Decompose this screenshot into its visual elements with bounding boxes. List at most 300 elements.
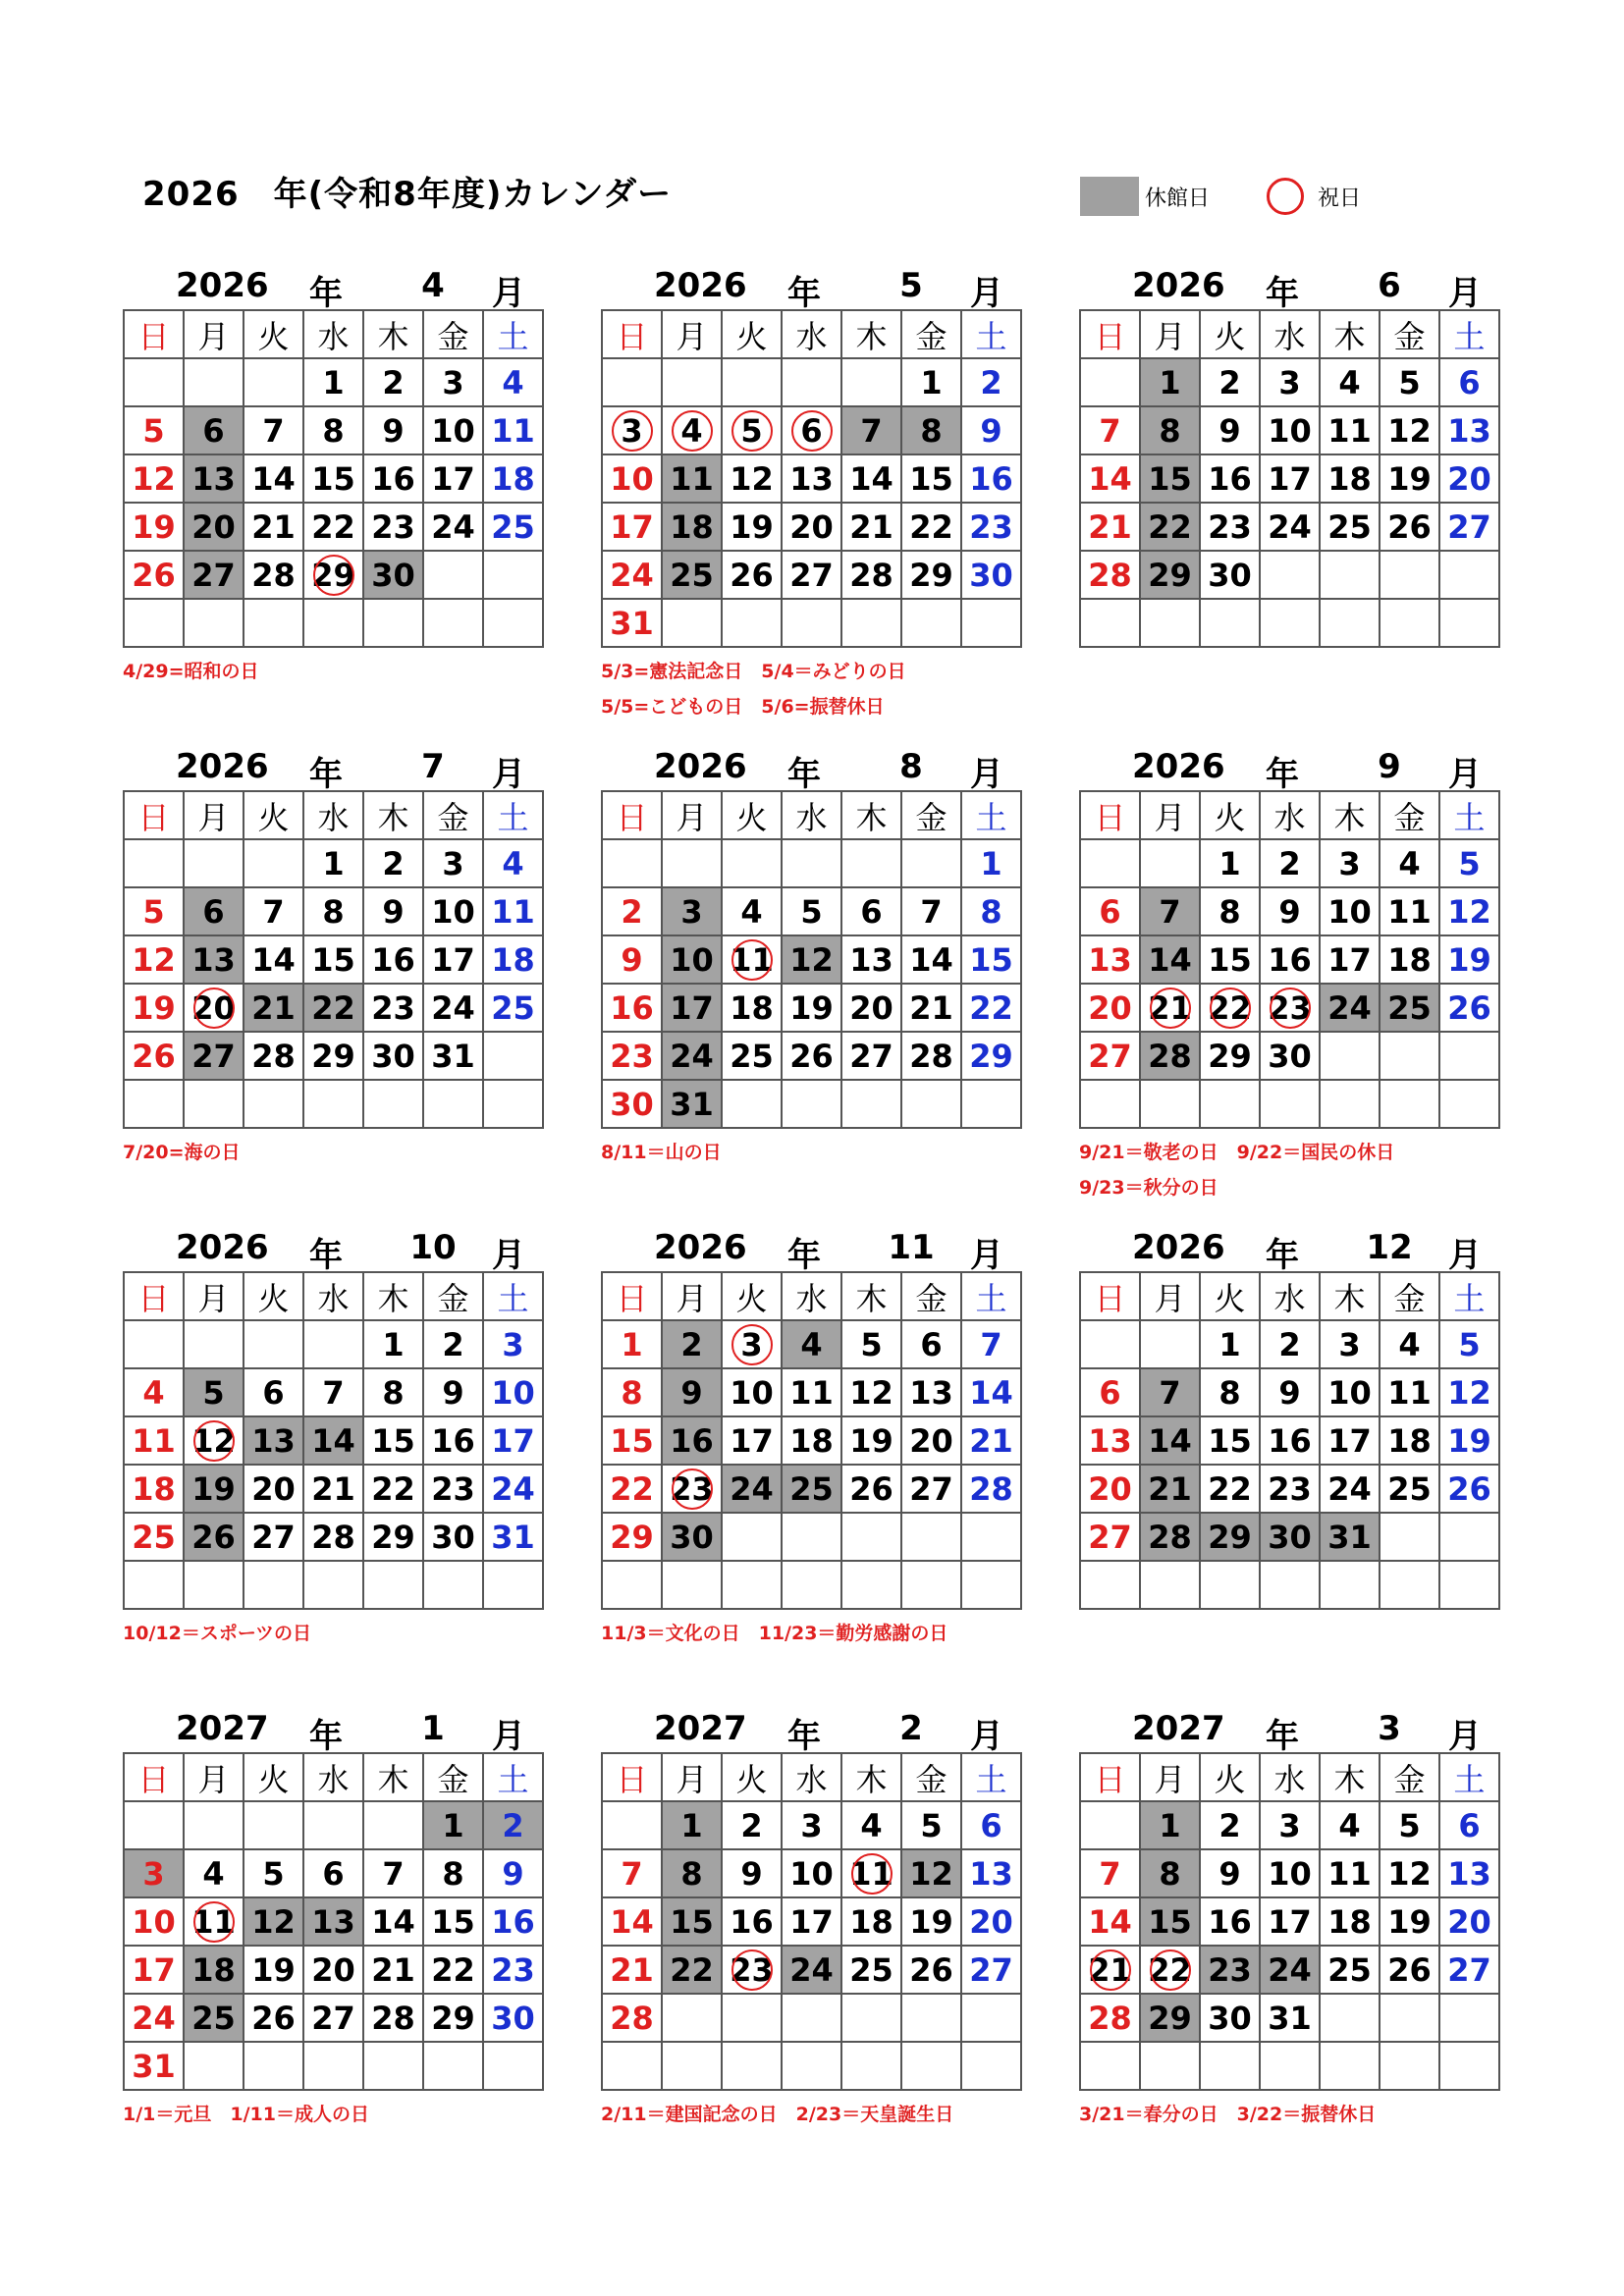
day-cell: 8 — [303, 887, 363, 935]
empty-cell — [363, 1080, 423, 1128]
weekday-header: 土 — [1439, 1753, 1499, 1801]
empty-cell — [1380, 2042, 1439, 2090]
day-cell: 23 — [662, 1465, 722, 1513]
empty-cell — [184, 2042, 244, 2090]
month-year: 2026 — [1132, 266, 1225, 305]
weekday-header: 月 — [662, 1272, 722, 1320]
week-row — [602, 1849, 1021, 1897]
day-cell: 21 — [961, 1416, 1021, 1465]
day-cell: 9 — [722, 1849, 782, 1897]
holiday-note: 10/12＝スポーツの日 — [123, 1623, 312, 1644]
month-calendar — [1079, 743, 1498, 1209]
week-row — [602, 503, 1021, 551]
day-cell: 1 — [602, 1320, 662, 1368]
day-cell: 29 — [901, 551, 961, 599]
day-cell: 9 — [1260, 1368, 1320, 1416]
year-label: 年 — [787, 755, 821, 794]
day-cell: 21 — [244, 984, 303, 1032]
day-cell: 3 — [423, 358, 483, 406]
day-cell: 27 — [961, 1946, 1021, 1994]
day-cell: 18 — [124, 1465, 184, 1513]
day-cell: 17 — [1260, 454, 1320, 503]
day-cell: 9 — [961, 406, 1021, 454]
empty-cell — [363, 599, 423, 647]
day-cell: 16 — [1260, 935, 1320, 984]
day-cell: 18 — [1380, 1416, 1439, 1465]
day-cell: 4 — [1320, 358, 1380, 406]
day-cell: 15 — [901, 454, 961, 503]
month-label: 月 — [970, 1717, 1003, 1756]
day-cell: 6 — [961, 1801, 1021, 1849]
week-row — [124, 1849, 543, 1897]
empty-cell — [244, 839, 303, 887]
weekday-header: 金 — [1380, 310, 1439, 358]
empty-cell — [124, 599, 184, 647]
empty-cell — [662, 1561, 722, 1609]
empty-cell — [244, 1801, 303, 1849]
holiday-notes — [601, 2101, 1020, 2136]
day-cell: 3 — [483, 1320, 543, 1368]
holiday-notes — [601, 1620, 1020, 1655]
day-cell: 26 — [244, 1994, 303, 2042]
week-row — [124, 454, 543, 503]
day-cell: 22 — [423, 1946, 483, 1994]
day-cell: 23 — [423, 1465, 483, 1513]
day-cell: 31 — [124, 2042, 184, 2090]
day-cell: 27 — [901, 1465, 961, 1513]
day-cell: 21 — [1140, 1465, 1200, 1513]
month-calendar — [1079, 1224, 1498, 1620]
day-cell: 8 — [423, 1849, 483, 1897]
month-table — [1079, 790, 1500, 1129]
week-row — [124, 1801, 543, 1849]
week-row — [602, 1946, 1021, 1994]
day-cell: 5 — [124, 406, 184, 454]
month-table — [1079, 1271, 1500, 1610]
week-row — [602, 887, 1021, 935]
day-cell: 30 — [423, 1513, 483, 1561]
day-cell: 25 — [483, 503, 543, 551]
holiday-notes — [123, 658, 542, 693]
day-cell: 10 — [124, 1897, 184, 1946]
empty-cell — [1080, 1320, 1140, 1368]
empty-cell — [961, 1994, 1021, 2042]
empty-cell — [841, 599, 901, 647]
month-label: 月 — [970, 755, 1003, 794]
empty-cell — [1320, 1994, 1380, 2042]
day-cell: 27 — [782, 551, 841, 599]
week-row — [124, 503, 543, 551]
day-cell: 16 — [662, 1416, 722, 1465]
day-cell: 4 — [1380, 1320, 1439, 1368]
year-label: 年 — [309, 274, 343, 313]
weekday-row — [124, 1272, 543, 1320]
empty-cell — [722, 358, 782, 406]
weekday-header: 水 — [1260, 1753, 1320, 1801]
weekday-header: 木 — [841, 1272, 901, 1320]
holiday-note: 8/11＝山の日 — [601, 1142, 722, 1163]
day-cell: 14 — [1140, 1416, 1200, 1465]
day-cell: 1 — [303, 839, 363, 887]
weekday-header: 木 — [1320, 791, 1380, 839]
month-year: 2026 — [1132, 747, 1225, 786]
empty-cell — [901, 1513, 961, 1561]
empty-cell — [722, 599, 782, 647]
day-cell: 4 — [841, 1801, 901, 1849]
year-label: 年 — [1266, 755, 1299, 794]
day-cell: 25 — [124, 1513, 184, 1561]
day-cell: 18 — [662, 503, 722, 551]
weekday-header: 月 — [184, 1753, 244, 1801]
day-cell: 10 — [602, 454, 662, 503]
weekday-header: 木 — [841, 1753, 901, 1801]
weekday-header: 火 — [722, 1753, 782, 1801]
day-cell: 3 — [423, 839, 483, 887]
day-cell: 14 — [244, 454, 303, 503]
year-label: 年 — [1266, 274, 1299, 313]
empty-cell — [901, 1561, 961, 1609]
empty-cell — [602, 358, 662, 406]
weekday-row — [1080, 791, 1499, 839]
month-calendar — [123, 743, 542, 1174]
closed-day-swatch — [1080, 177, 1139, 216]
month-header — [1079, 1224, 1498, 1275]
day-cell: 22 — [662, 1946, 722, 1994]
week-row — [602, 1368, 1021, 1416]
weekday-header: 月 — [1140, 1753, 1200, 1801]
week-row — [1080, 2042, 1499, 2090]
empty-cell — [841, 1561, 901, 1609]
week-row — [1080, 935, 1499, 984]
empty-cell — [1439, 1080, 1499, 1128]
day-cell: 23 — [1260, 984, 1320, 1032]
empty-cell — [1200, 2042, 1260, 2090]
day-cell: 20 — [184, 503, 244, 551]
day-cell: 17 — [662, 984, 722, 1032]
weekday-header: 日 — [124, 1753, 184, 1801]
day-cell: 24 — [722, 1465, 782, 1513]
week-row — [602, 551, 1021, 599]
day-cell: 24 — [423, 984, 483, 1032]
day-cell: 1 — [1200, 839, 1260, 887]
day-cell: 23 — [363, 503, 423, 551]
week-row — [602, 1416, 1021, 1465]
week-row — [124, 1320, 543, 1368]
day-cell: 7 — [1140, 887, 1200, 935]
day-cell: 8 — [602, 1368, 662, 1416]
day-cell: 11 — [184, 1897, 244, 1946]
day-cell: 26 — [124, 1032, 184, 1080]
weekday-header: 木 — [1320, 310, 1380, 358]
empty-cell — [244, 358, 303, 406]
empty-cell — [782, 358, 841, 406]
day-cell: 19 — [722, 503, 782, 551]
empty-cell — [483, 1080, 543, 1128]
day-cell: 3 — [124, 1849, 184, 1897]
day-cell: 2 — [1260, 1320, 1320, 1368]
day-cell: 13 — [961, 1849, 1021, 1897]
month-header — [601, 262, 1020, 313]
empty-cell — [124, 1801, 184, 1849]
day-cell: 4 — [782, 1320, 841, 1368]
empty-cell — [901, 599, 961, 647]
day-cell: 12 — [124, 935, 184, 984]
day-cell: 2 — [722, 1801, 782, 1849]
empty-cell — [303, 599, 363, 647]
legend-holiday-label: 祝日 — [1318, 186, 1362, 211]
empty-cell — [1380, 1994, 1439, 2042]
day-cell: 10 — [1260, 1849, 1320, 1897]
week-row — [124, 839, 543, 887]
empty-cell — [244, 2042, 303, 2090]
month-number: 9 — [1378, 747, 1401, 786]
weekday-header: 日 — [602, 310, 662, 358]
weekday-header: 金 — [423, 310, 483, 358]
day-cell: 15 — [662, 1897, 722, 1946]
month-year: 2026 — [176, 1228, 269, 1267]
month-number: 3 — [1378, 1709, 1401, 1748]
weekday-header: 月 — [184, 1272, 244, 1320]
day-cell: 7 — [841, 406, 901, 454]
week-row — [602, 839, 1021, 887]
day-cell: 26 — [1380, 503, 1439, 551]
day-cell: 12 — [124, 454, 184, 503]
day-cell: 28 — [1140, 1032, 1200, 1080]
day-cell: 11 — [1380, 887, 1439, 935]
empty-cell — [602, 1801, 662, 1849]
empty-cell — [602, 839, 662, 887]
day-cell: 6 — [184, 406, 244, 454]
day-cell: 19 — [184, 1465, 244, 1513]
day-cell: 1 — [363, 1320, 423, 1368]
empty-cell — [901, 2042, 961, 2090]
day-cell: 8 — [901, 406, 961, 454]
day-cell: 27 — [244, 1513, 303, 1561]
day-cell: 12 — [782, 935, 841, 984]
day-cell: 6 — [1080, 887, 1140, 935]
empty-cell — [1439, 1561, 1499, 1609]
empty-cell — [423, 2042, 483, 2090]
day-cell: 15 — [423, 1897, 483, 1946]
week-row — [1080, 1849, 1499, 1897]
empty-cell — [961, 1513, 1021, 1561]
day-cell: 16 — [722, 1897, 782, 1946]
week-row — [1080, 1416, 1499, 1465]
month-label: 月 — [492, 755, 525, 794]
day-cell: 24 — [1320, 1465, 1380, 1513]
empty-cell — [1439, 1994, 1499, 2042]
weekday-header: 木 — [841, 791, 901, 839]
month-header — [1079, 1705, 1498, 1756]
day-cell: 5 — [1439, 1320, 1499, 1368]
holiday-circle-icon — [1267, 178, 1304, 215]
day-cell: 6 — [303, 1849, 363, 1897]
day-cell: 7 — [363, 1849, 423, 1897]
weekday-header: 水 — [303, 1272, 363, 1320]
day-cell: 6 — [244, 1368, 303, 1416]
empty-cell — [1080, 1801, 1140, 1849]
weekday-header: 木 — [363, 1272, 423, 1320]
empty-cell — [244, 1080, 303, 1128]
day-cell: 18 — [483, 454, 543, 503]
month-table — [1079, 1752, 1500, 2091]
day-cell: 4 — [483, 839, 543, 887]
month-label: 月 — [1448, 755, 1482, 794]
empty-cell — [1260, 1561, 1320, 1609]
month-table — [601, 790, 1022, 1129]
empty-cell — [184, 1801, 244, 1849]
day-cell: 12 — [184, 1416, 244, 1465]
day-cell: 12 — [1380, 1849, 1439, 1897]
empty-cell — [841, 1994, 901, 2042]
empty-cell — [1140, 599, 1200, 647]
week-row — [1080, 1801, 1499, 1849]
day-cell: 11 — [124, 1416, 184, 1465]
day-cell: 19 — [1380, 1897, 1439, 1946]
empty-cell — [722, 839, 782, 887]
day-cell: 8 — [303, 406, 363, 454]
weekday-header: 月 — [1140, 310, 1200, 358]
day-cell: 20 — [1439, 454, 1499, 503]
month-header — [123, 262, 542, 313]
weekday-header: 火 — [1200, 1753, 1260, 1801]
day-cell: 2 — [363, 358, 423, 406]
day-cell: 9 — [363, 406, 423, 454]
day-cell: 18 — [841, 1897, 901, 1946]
day-cell: 2 — [1200, 1801, 1260, 1849]
week-row — [602, 935, 1021, 984]
empty-cell — [1380, 599, 1439, 647]
day-cell: 19 — [841, 1416, 901, 1465]
empty-cell — [1080, 2042, 1140, 2090]
day-cell: 28 — [1080, 551, 1140, 599]
day-cell: 5 — [124, 887, 184, 935]
week-row — [1080, 1320, 1499, 1368]
week-row — [602, 406, 1021, 454]
day-cell: 22 — [303, 984, 363, 1032]
day-cell: 22 — [1140, 1946, 1200, 1994]
day-cell: 6 — [782, 406, 841, 454]
week-row — [1080, 1994, 1499, 2042]
weekday-row — [602, 791, 1021, 839]
week-row — [602, 984, 1021, 1032]
day-cell: 20 — [184, 984, 244, 1032]
day-cell: 1 — [303, 358, 363, 406]
weekday-header: 土 — [483, 1272, 543, 1320]
empty-cell — [124, 1320, 184, 1368]
empty-cell — [1439, 1513, 1499, 1561]
day-cell: 10 — [483, 1368, 543, 1416]
weekday-header: 土 — [961, 1272, 1021, 1320]
week-row — [124, 1465, 543, 1513]
weekday-header: 金 — [901, 1753, 961, 1801]
day-cell: 28 — [303, 1513, 363, 1561]
day-cell: 11 — [483, 406, 543, 454]
day-cell: 20 — [782, 503, 841, 551]
weekday-header: 金 — [423, 1753, 483, 1801]
weekday-header: 月 — [1140, 1272, 1200, 1320]
day-cell: 13 — [184, 454, 244, 503]
day-cell: 21 — [1140, 984, 1200, 1032]
day-cell: 15 — [1200, 935, 1260, 984]
day-cell: 13 — [1439, 1849, 1499, 1897]
empty-cell — [124, 839, 184, 887]
day-cell: 19 — [782, 984, 841, 1032]
day-cell: 1 — [1140, 358, 1200, 406]
day-cell: 25 — [184, 1994, 244, 2042]
weekday-header: 水 — [782, 1272, 841, 1320]
empty-cell — [1080, 599, 1140, 647]
day-cell: 15 — [363, 1416, 423, 1465]
day-cell: 1 — [1140, 1801, 1200, 1849]
month-number: 10 — [409, 1228, 457, 1267]
day-cell: 17 — [602, 503, 662, 551]
weekday-header: 日 — [1080, 310, 1140, 358]
weekday-row — [602, 1753, 1021, 1801]
month-calendar — [123, 1224, 542, 1655]
day-cell: 7 — [1140, 1368, 1200, 1416]
day-cell: 22 — [961, 984, 1021, 1032]
day-cell: 18 — [1320, 454, 1380, 503]
holiday-note: 4/29=昭和の日 — [123, 661, 259, 682]
day-cell: 27 — [841, 1032, 901, 1080]
month-label: 月 — [1448, 274, 1482, 313]
day-cell: 20 — [303, 1946, 363, 1994]
empty-cell — [184, 599, 244, 647]
weekday-header: 火 — [722, 310, 782, 358]
holiday-note: 11/3＝文化の日 11/23＝勤労感謝の日 — [601, 1623, 948, 1644]
day-cell: 17 — [1320, 1416, 1380, 1465]
week-row — [1080, 1368, 1499, 1416]
empty-cell — [124, 1080, 184, 1128]
day-cell: 25 — [841, 1946, 901, 1994]
day-cell: 19 — [124, 503, 184, 551]
week-row — [1080, 503, 1499, 551]
empty-cell — [483, 551, 543, 599]
day-cell: 21 — [1080, 1946, 1140, 1994]
empty-cell — [124, 358, 184, 406]
day-cell: 29 — [1140, 551, 1200, 599]
day-cell: 19 — [901, 1897, 961, 1946]
day-cell: 26 — [1439, 984, 1499, 1032]
day-cell: 8 — [662, 1849, 722, 1897]
holiday-notes — [601, 1139, 1020, 1174]
day-cell: 19 — [244, 1946, 303, 1994]
day-cell: 5 — [841, 1320, 901, 1368]
weekday-header: 水 — [1260, 1272, 1320, 1320]
day-cell: 14 — [1080, 1897, 1140, 1946]
day-cell: 2 — [1260, 839, 1320, 887]
day-cell: 26 — [901, 1946, 961, 1994]
day-cell: 7 — [1080, 406, 1140, 454]
week-row — [124, 358, 543, 406]
day-cell: 28 — [363, 1994, 423, 2042]
day-cell: 24 — [1260, 503, 1320, 551]
empty-cell — [184, 1320, 244, 1368]
day-cell: 14 — [363, 1897, 423, 1946]
empty-cell — [184, 358, 244, 406]
week-row — [602, 1080, 1021, 1128]
empty-cell — [363, 2042, 423, 2090]
day-cell: 29 — [363, 1513, 423, 1561]
day-cell: 14 — [841, 454, 901, 503]
day-cell: 10 — [662, 935, 722, 984]
day-cell: 24 — [602, 551, 662, 599]
day-cell: 5 — [244, 1849, 303, 1897]
empty-cell — [1320, 2042, 1380, 2090]
day-cell: 10 — [423, 406, 483, 454]
empty-cell — [1439, 599, 1499, 647]
